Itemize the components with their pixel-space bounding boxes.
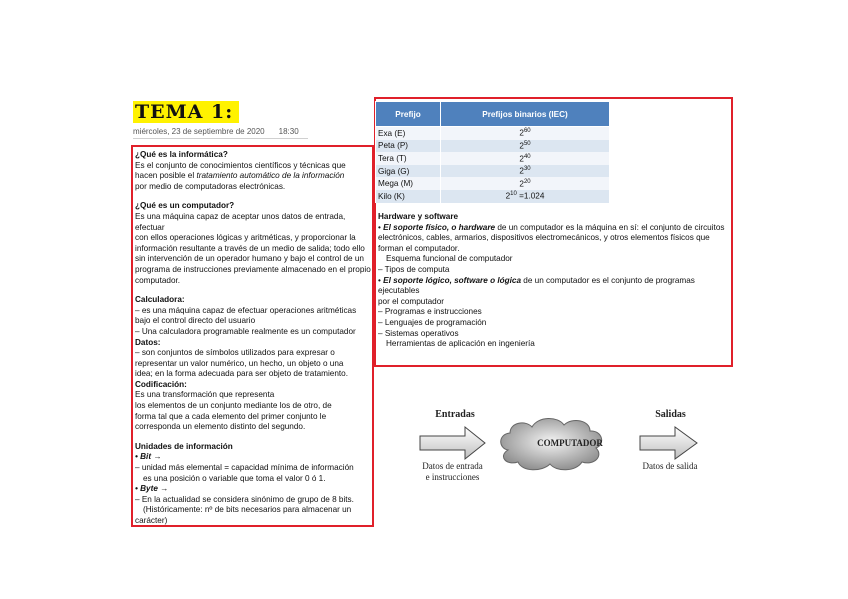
output-arrow-icon <box>640 427 697 459</box>
value-cell <box>441 190 610 203</box>
text-line: por medio de computadoras electrónicas. <box>135 181 286 191</box>
value-cell <box>441 140 610 153</box>
exponent-text: 20 <box>523 178 531 185</box>
text-line: – Una calculadora programable realmente es un computador <box>135 326 356 336</box>
base-text: 2 <box>505 192 511 202</box>
text-line: (Históricamente: nº de bits necesarios para almacenar un <box>143 505 352 515</box>
text-line <box>378 223 730 234</box>
text-frag: de un computador es la máquina en sí: el conjunto de circuitos <box>495 222 725 232</box>
table-row <box>376 140 610 153</box>
table-row <box>376 190 610 203</box>
text-line: Herramientas de aplicación en ingeniería <box>386 339 535 349</box>
value-cell <box>441 152 610 165</box>
text-line: corresponda un elemento distinto del segundo. <box>135 422 306 432</box>
table-header-row <box>376 102 610 127</box>
left-note-content <box>135 150 371 527</box>
base-text: 2 <box>519 179 524 189</box>
text-emphasis: El soporte físico, o hardware <box>383 222 496 232</box>
exponent-text: 50 <box>523 141 531 148</box>
text-line: – unidad más elemental = capacidad mínima de información <box>135 463 354 473</box>
text-line: información resultante a través de un medio de salida; todo ello <box>135 243 365 253</box>
text-line: Es una máquina capaz de aceptar unos datos de entrada, efectuar <box>135 211 346 232</box>
bit-label: • Bit → <box>135 452 162 462</box>
suffix-text: =1.024 <box>516 192 545 202</box>
exponent-text: 40 <box>523 153 531 160</box>
text-line: Es una transformación que representa <box>135 390 275 400</box>
base-text: 2 <box>519 129 524 139</box>
prefix-cell: Giga (G) <box>376 165 441 178</box>
text-line: con ellos operaciones lógicas y aritméticas, y proporcionar la <box>135 233 356 243</box>
text-line: – Tipos de computa <box>378 264 450 274</box>
heading-informatica: ¿Qué es la informática? <box>135 150 228 159</box>
label-computador: COMPUTADOR <box>537 438 603 448</box>
exponent-text: 30 <box>523 166 531 173</box>
label-datos-salida: Datos de salida <box>642 461 698 471</box>
page-date <box>133 127 313 136</box>
text-line: por el computador <box>378 296 444 306</box>
text-line: Datos de entrada <box>422 461 483 471</box>
bullet: • <box>378 275 384 285</box>
prefix-cell: Mega (M) <box>376 177 441 190</box>
text-line: los elementos de un conjunto mediante los de otro, de <box>135 401 332 411</box>
text-line: es una posición o variable que toma el valor 0 ó 1. <box>143 473 326 483</box>
table-header: Prefijo <box>376 102 441 127</box>
text-line: Es el conjunto de conocimientos científicos y técnicas que <box>135 160 346 170</box>
heading-datos: Datos: <box>135 337 161 347</box>
table-header: Prefijos binarios (IEC) <box>441 102 610 127</box>
base-text: 2 <box>519 166 524 176</box>
prefix-cell: Kilo (K) <box>376 190 441 203</box>
label-salidas: Salidas <box>655 409 686 420</box>
text-line: sin intervención de un operador humano y bajo el control de un <box>135 254 364 264</box>
table-row <box>376 152 610 165</box>
value-cell <box>441 177 610 190</box>
text-line: bajo el control directo del usuario <box>135 316 256 326</box>
text-line: forma tal que a cada elemento del primer conjunto le <box>135 411 327 421</box>
text-line <box>135 171 371 182</box>
page-title: TEMA 1: <box>133 101 239 123</box>
heading-calculadora: Calculadora: <box>135 295 185 305</box>
prefix-cell: Exa (E) <box>376 127 441 140</box>
text-frag: hacen posible el <box>135 171 197 181</box>
text-line: – son conjuntos de símbolos utilizados para expresar o <box>135 348 335 358</box>
text-line: programa de instrucciones previamente almacenado en el propio <box>135 264 371 274</box>
prefix-table <box>375 101 610 203</box>
table-row <box>376 127 610 140</box>
value-cell <box>441 127 610 140</box>
prefix-cell: Tera (T) <box>376 152 441 165</box>
base-text: 2 <box>519 141 524 151</box>
text-line: – Lenguajes de programación <box>378 317 487 327</box>
text-line: Esquema funcional de computador <box>386 254 513 264</box>
divider <box>133 138 308 139</box>
label-entradas: Entradas <box>435 409 475 420</box>
text-line: forman el computador. <box>378 243 460 253</box>
heading-hardware: Hardware y software <box>378 212 459 221</box>
text-line: electrónicos, cables, armarios, dispositivos electromecánicos, y otros elementos físicos que <box>378 233 710 243</box>
heading-computador: ¿Qué es un computador? <box>135 201 235 211</box>
date-text: miércoles, 23 de septiembre de 2020 <box>133 127 265 136</box>
text-line: – Sistemas operativos <box>378 328 459 338</box>
input-arrow-icon <box>420 427 485 459</box>
text-line <box>378 276 730 297</box>
byte-label: • Byte → <box>135 484 169 494</box>
heading-codificacion: Codificación: <box>135 379 187 389</box>
label-datos-entrada <box>405 461 500 483</box>
text-line: e instrucciones <box>425 472 480 482</box>
value-cell <box>441 165 610 178</box>
bullet: • <box>378 222 384 232</box>
text-line: – En la actualidad se considera sinónimo de grupo de 8 bits. <box>135 494 354 504</box>
exponent-text: 60 <box>523 128 531 135</box>
hardware-software-section <box>378 212 730 350</box>
time-text: 18:30 <box>278 127 299 136</box>
text-line: carácter) <box>135 516 168 525</box>
heading-unidades: Unidades de información <box>135 441 233 451</box>
text-line: idea; en la forma adecuada para ser objeto de tratamiento. <box>135 369 349 379</box>
text-emphasis: El soporte lógico, software o lógica <box>383 275 522 285</box>
text-line: – Programas e instrucciones <box>378 307 482 317</box>
base-text: 2 <box>519 154 524 164</box>
table-row <box>376 177 610 190</box>
text-emphasis: tratamiento automático de la información <box>196 171 345 181</box>
text-line: – es una máquina capaz de efectuar operaciones aritméticas <box>135 305 357 315</box>
prefix-cell: Peta (P) <box>376 140 441 153</box>
exponent-text: 10 <box>510 191 517 198</box>
table-row <box>376 165 610 178</box>
text-frag: de un computador es el conjunto de programas ejecutables <box>378 275 695 296</box>
text-line: representar un valor numérico, un hecho, un objeto o una <box>135 358 344 368</box>
text-line: computador. <box>135 275 181 285</box>
